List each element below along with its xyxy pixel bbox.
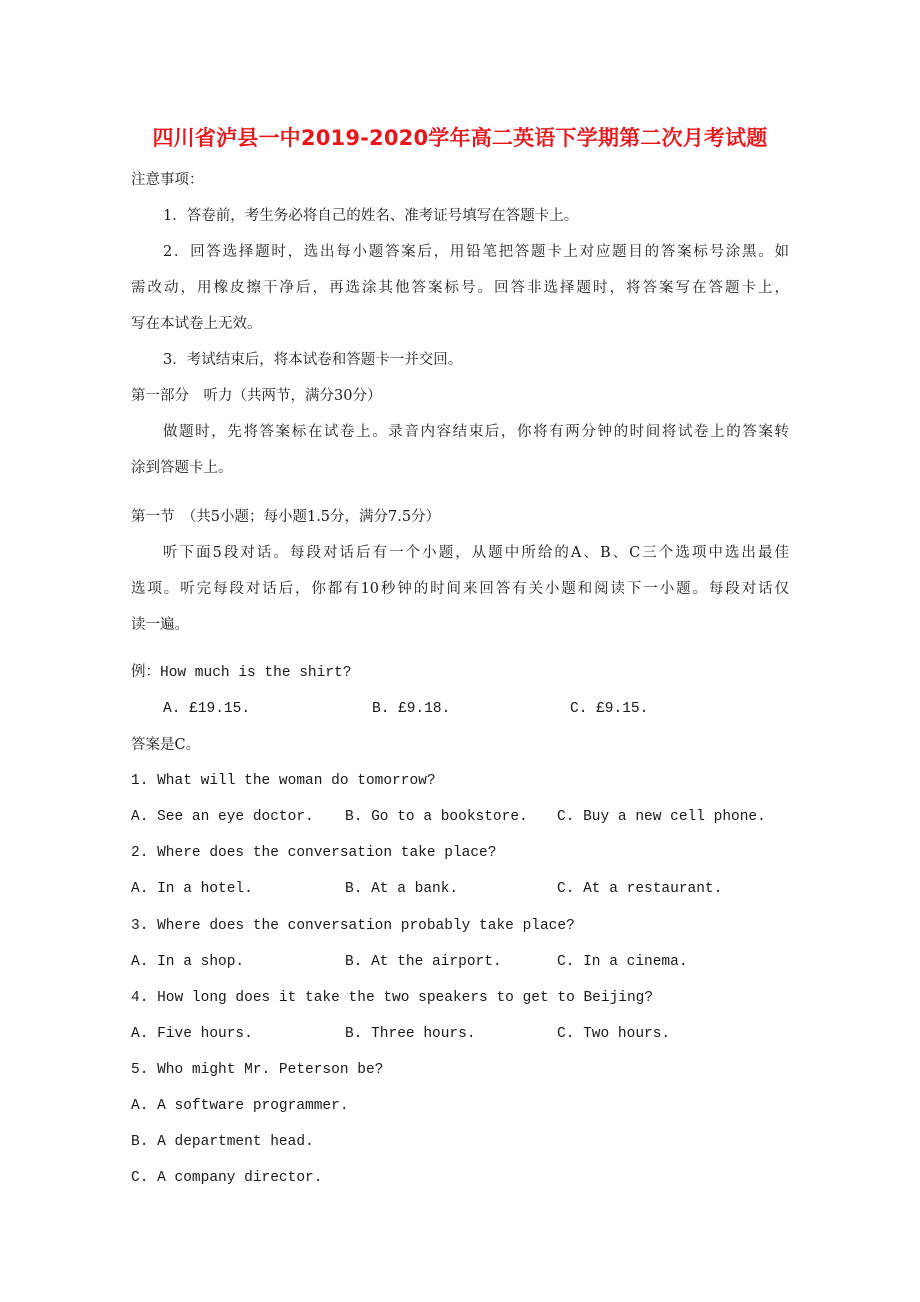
example-answer: 答案是C。 — [131, 737, 201, 753]
notice-item-2: 2．回答选择题时，选出每小题答案后，用铅笔把答题卡上对应题目的答案标号涂黑。如 — [163, 244, 789, 260]
question-1-options — [0, 807, 920, 827]
question-4: 4. How long does it take the two speakers to get to Beijing? — [131, 990, 654, 1006]
option-b: B. At a bank. — [345, 881, 459, 897]
question-5: 5. Who might Mr. Peterson be? — [131, 1062, 384, 1078]
section1-instructions-line1: 听下面5段对话。每段对话后有一个小题，从题中所给的A、B、C三个选项中选出最佳 — [163, 545, 789, 561]
notice-item-2-end: 写在本试卷上无效。 — [131, 316, 262, 332]
option-b: B. At the airport. — [345, 954, 502, 970]
notice-item-1: 1．答卷前，考生务必将自己的姓名、准考证号填写在答题卡上。 — [163, 208, 579, 224]
example-options — [0, 699, 920, 719]
question-1: 1. What will the woman do tomorrow? — [131, 773, 436, 789]
part1-instructions-line2: 涂到答题卡上。 — [131, 460, 233, 476]
option-c: C. Two hours. — [557, 1026, 671, 1042]
section1-instructions-line2: 选项。听完每段对话后，你都有10秒钟的时间来回答有关小题和阅读下一小题。每段对话仅 — [131, 581, 789, 597]
option-c: C. At a restaurant. — [557, 881, 723, 897]
example-question: 例：How much is the shirt? — [131, 665, 352, 681]
question-3-options — [0, 952, 920, 972]
section1-instructions-line3: 读一遍。 — [131, 617, 189, 633]
question-2: 2. Where does the conversation take place? — [131, 845, 497, 861]
question-3: 3. Where does the conversation probably take place? — [131, 918, 575, 934]
option-c: C. In a cinema. — [557, 954, 688, 970]
example-option-a: A. £19.15. — [163, 701, 251, 717]
example-option-c: C. £9.15. — [570, 701, 649, 717]
option-b: B. Three hours. — [345, 1026, 476, 1042]
option-a: A. A software programmer. — [131, 1098, 349, 1114]
option-a: A. In a hotel. — [131, 881, 253, 897]
question-4-options — [0, 1024, 920, 1044]
notice-heading: 注意事项： — [131, 172, 204, 188]
option-c: C. Buy a new cell phone. — [557, 809, 766, 825]
option-b: B. A department head. — [131, 1134, 314, 1150]
part1-heading: 第一部分 听力（共两节，满分30分） — [131, 388, 382, 404]
question-2-options — [0, 879, 920, 899]
option-b: B. Go to a bookstore. — [345, 809, 528, 825]
option-c: C. A company director. — [131, 1170, 323, 1186]
option-a: A. Five hours. — [131, 1026, 253, 1042]
exam-title: 四川省泸县一中2019-2020学年高二英语下学期第二次月考试题 — [152, 126, 768, 150]
part1-instructions-line1: 做题时，先将答案标在试卷上。录音内容结束后，你将有两分钟的时间将试卷上的答案转 — [163, 424, 789, 440]
notice-item-3: 3．考试结束后，将本试卷和答题卡一并交回。 — [163, 352, 463, 368]
example-option-b: B. £9.18. — [372, 701, 451, 717]
option-a: A. In a shop. — [131, 954, 245, 970]
option-a: A. See an eye doctor. — [131, 809, 314, 825]
section1-heading: 第一节 （共5小题；每小题1.5分，满分7.5分） — [131, 509, 441, 525]
notice-item-2-cont: 需改动，用橡皮擦干净后，再选涂其他答案标号。回答非选择题时，将答案写在答题卡上， — [131, 280, 789, 296]
